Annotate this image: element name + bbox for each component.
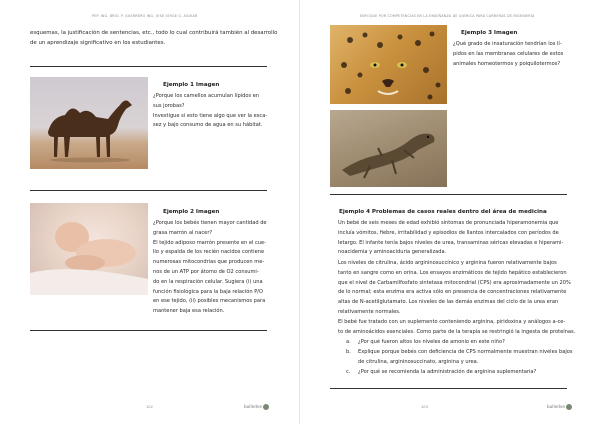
intro-line: de un aprendizaje significativo en los estudiantes. <box>30 40 166 46</box>
question-b <box>346 348 573 358</box>
case-paragraph-1 <box>338 219 570 258</box>
running-head: PEP. ING. BRIO. P. GUERRERO ING. JOSE JORGE G. AGUIAR <box>92 14 198 18</box>
text-line: mantener baja esa relación. <box>153 308 225 315</box>
brand-dot-icon <box>263 404 269 410</box>
example-1-title: Ejemplo 1 Imagen <box>163 82 220 88</box>
right-page <box>300 0 600 424</box>
text-line: Los niveles de citrulina, ácido argininosuccínico y arginina fueron relativamente bajos <box>338 260 557 266</box>
text-line: que el nivel de Carbamilfosfato sintetasa mitocondrial (CPS) era aproximadamente un 20% <box>338 279 571 286</box>
divider <box>30 190 267 191</box>
case-paragraph-3 <box>338 318 576 338</box>
page-number: 102 <box>146 405 153 409</box>
text-line: Investigue si esto tiene algo que ver la esca- <box>153 112 268 119</box>
text-line: ¿Qué grado de insaturación tendrían los lí- <box>453 41 562 47</box>
text-line: función fisiológica para la baja relación P/O <box>153 288 264 295</box>
brand-text: bulledve <box>244 404 262 409</box>
text-line: El bebé fue tratado con un suplemento conteniendo arginina, piridoxina y análogos a-ce- <box>338 319 566 325</box>
intro-line: esquemas, la justificación de sentencias, etc., todo lo cual contribuirá también al desarrollo <box>30 30 278 36</box>
divider <box>330 194 567 195</box>
text-line: llo y espalda de los recién nacidos contiene <box>153 249 265 256</box>
question-a <box>346 338 505 348</box>
text-line: ¿Porque los bebés tienen mayor cantidad de <box>153 220 267 226</box>
text-line: noacidemia y aminoaciduria generalizada. <box>338 249 447 256</box>
footer-brand <box>244 404 269 410</box>
example-2-text <box>153 219 273 317</box>
text-line: grasa marrón al nacer? <box>153 229 213 236</box>
example-4-title: Ejemplo 4 Problemas de casos reales dentro del área de medicina <box>339 209 547 215</box>
divider <box>330 388 567 389</box>
question-text: Explique porque bebés con deficiencia de CPS normalmente muestran niveles bajos <box>358 349 573 355</box>
divider <box>30 330 267 331</box>
text-line: Un bebé de seis meses de edad exhibió síntomas de pronunciada hiperamonemia que <box>338 220 559 226</box>
brand-text: bulledve <box>547 404 565 409</box>
text-line: to de aminoácidos esenciales. Como parte de la terapia se restringió la ingesta de proteínas. <box>338 328 576 335</box>
camel-photo <box>30 77 148 169</box>
example-3-text <box>453 40 568 69</box>
text-line: tanto en sangre como en orina. Los ensayos enzimáticos de tejido hepático establecieron <box>338 269 567 276</box>
question-c <box>346 368 536 378</box>
text-line: numerosas mitocondrias que producen me- <box>153 259 265 266</box>
question-text: ¿Por qué fueron altos los niveles de amonio en este niño? <box>358 339 505 345</box>
question-label: b. <box>346 349 351 355</box>
example-3-title: Ejemplo 3 Imagen <box>461 30 518 36</box>
text-line: pidos en las membranas celulares de estos <box>453 50 564 57</box>
question-label: c. <box>346 369 351 375</box>
text-line: relativamente normales. <box>338 308 401 315</box>
case-paragraph-2 <box>338 259 570 318</box>
question-text: de citrulina, argininosuccinato, arginina y urea. <box>358 359 479 365</box>
text-line: altas de N-acetilglutamato. Los niveles de las demás enzimas del ciclo de la urea eran <box>338 299 559 306</box>
text-line: do en la respiración celular. Sugiera (i) una <box>153 278 263 285</box>
text-line: nos de un ATP por átomo de O2 consumi- <box>153 268 259 275</box>
lizard-photo <box>330 110 447 187</box>
text-line: animales homeotermos y poiquilotermos? <box>453 60 561 67</box>
intro-text <box>30 28 290 48</box>
jaguar-photo <box>330 25 447 104</box>
footer-brand <box>547 404 572 410</box>
text-line: en ese tejido, (ii) posibles mecanismos para <box>153 298 266 305</box>
brand-dot-icon <box>566 404 572 410</box>
divider <box>30 66 267 67</box>
text-line: sus jorobas? <box>153 102 185 109</box>
question-text: ¿Por qué se recomienda la administración de arginina suplementaria? <box>358 369 537 375</box>
text-line: incluía vómitos, fiebre, irritabilidad y episodios de llantos intercalados con períodos de <box>338 229 559 236</box>
page-number: 103 <box>421 405 428 409</box>
text-line: letargo. El infante tenía bajos niveles de urea, transaminas séricas elevadas e hiperami- <box>338 239 564 246</box>
text-line: sez y bajo consumo de agua en su hábitat. <box>153 122 263 129</box>
text-line: ¿Porque los camellos acumulan lípidos en <box>153 93 260 99</box>
text-line: El tejido adiposo marrón presente en el cue- <box>153 239 266 246</box>
text-line: de lo normal; esta enzima era activa sólo en presencia de concentraciones relativamente <box>338 289 567 296</box>
question-b-continued <box>346 358 478 368</box>
example-1-text <box>153 92 273 131</box>
question-label: a. <box>346 339 351 345</box>
baby-photo <box>30 203 148 295</box>
example-2-title: Ejemplo 2 Imagen <box>163 209 220 215</box>
running-head: ENFOQUE POR COMPETENCIAS EN LA ENSEÑANZA DE QUÍMICA PARA CARRERAS DE INGENIERÍA <box>360 14 535 18</box>
